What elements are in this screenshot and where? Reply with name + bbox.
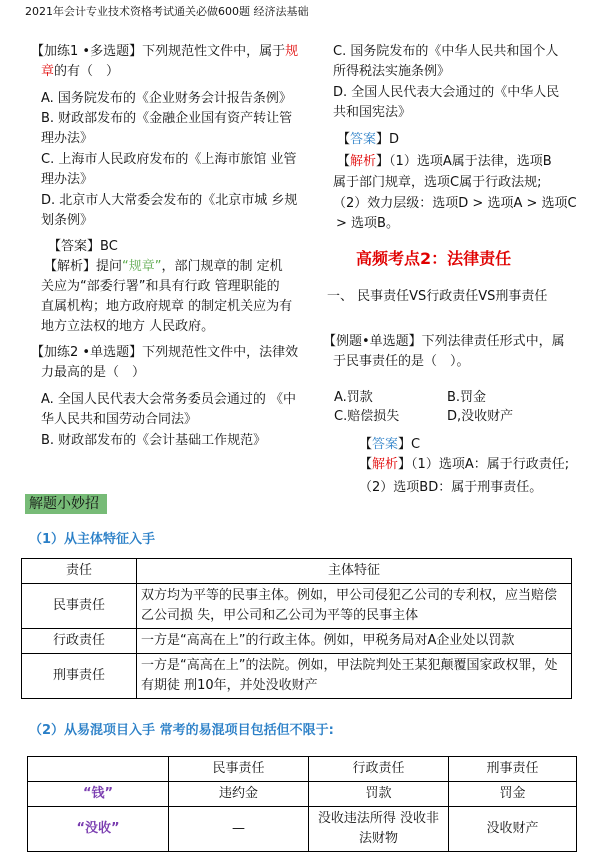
example-answer: 【答案】C: [359, 437, 421, 452]
q1-answer: 【答案】BC: [48, 239, 118, 254]
table-cell: “没收”: [28, 807, 169, 852]
q2-option: B. 财政部发布的《会计基础工作规范》: [41, 433, 267, 448]
method2-heading: （2）从易混项目入手 常考的易混项目包括但不限于:: [29, 723, 334, 738]
q2-analysis-line: 属于部门规章，选项C属于行政法规;: [333, 175, 542, 190]
analysis-label: 【解析】提问: [44, 259, 123, 274]
q1-analysis: [44, 257, 283, 277]
tips-label: 解题小妙招: [25, 494, 107, 514]
table-cell: 行政责任: [22, 629, 137, 654]
q1-analysis-line: 关应为“部委行署”和具有行政 管理职能的: [41, 279, 280, 294]
example-stem-cont: 于民事责任的是（ ）。: [333, 354, 470, 369]
q1-option: 理办法》: [41, 131, 94, 146]
table-cell: 罚金: [449, 782, 577, 807]
table-header: 刑事责任: [449, 757, 577, 782]
analysis-text: （1）选项A属于法律，选项B: [389, 154, 552, 169]
example-stem: 【例题•单选题】下列法律责任形式中，属: [323, 334, 565, 349]
q2-analysis-line: > 选项B。: [336, 216, 399, 231]
q1-option: 理办法》: [41, 172, 94, 187]
q1-analysis-line: 直属机构；地方政府规章 的制定机关应为有: [41, 299, 293, 314]
example-analysis-line: （2）选项BD：属于刑事责任。: [359, 480, 543, 495]
table-cell: —: [169, 807, 309, 852]
analysis-text: ，部门规章的制 定机: [161, 259, 283, 274]
q1-stem: [31, 42, 298, 62]
example-option-a: A.罚款: [334, 390, 373, 405]
answer-value: D: [389, 132, 400, 147]
q2-option: C. 国务院发布的《中华人民共和国个人: [333, 44, 559, 59]
answer-value: C: [411, 437, 421, 452]
q2-analysis: 【解析】（1）选项A属于法律，选项B: [337, 154, 552, 169]
q1-stem-cont: [41, 62, 119, 82]
q2-answer: 【答案】D: [337, 132, 400, 147]
table-cell: 民事责任: [22, 584, 137, 629]
q2-analysis-line: （2）效力层级：选项D > 选项A > 选项C: [333, 196, 577, 211]
q1-option: A. 国务院发布的《企业财务会计报告条例》: [41, 91, 292, 106]
table-row: [22, 584, 572, 629]
q1-text: 【加练1 •多选题】下列规范性文件中，属于: [31, 44, 286, 59]
example-option-b: B.罚金: [447, 390, 487, 405]
table-cell: “钱”: [28, 782, 169, 807]
analysis-quote: “规章”: [122, 259, 162, 274]
table-cell: 一方是“高高在上”的行政主体。例如，甲税务局对A企业处以罚款: [137, 629, 572, 654]
method1-heading: （1）从主体特征入手: [29, 532, 156, 547]
q1-highlight: 规: [285, 44, 299, 59]
table-header-row: [22, 559, 572, 584]
table-cell: 刑事责任: [22, 654, 137, 699]
q2-stem: 【加练2 •单选题】下列规范性文件中，法律效: [31, 345, 299, 360]
q2-option: A. 全国人民代表大会常务委员会通过的 《中: [41, 392, 297, 407]
table-row: [22, 629, 572, 654]
answer-label: 答案: [372, 437, 399, 452]
analysis-text: （1）选项A：属于行政责任;: [411, 457, 570, 472]
q1-option: C. 上海市人民政府发布的《上海市旅馆 业管: [41, 152, 297, 167]
q1-text: 的有（ ）: [54, 64, 120, 79]
table-header: [28, 757, 169, 782]
table-header: 行政责任: [309, 757, 449, 782]
q1-option: D. 北京市人大常委会发布的《北京市城 乡规: [41, 193, 298, 208]
confusable-items-table: [27, 756, 577, 852]
table-header: 民事责任: [169, 757, 309, 782]
analysis-label: 解析: [350, 154, 377, 169]
table-cell: 双方均为平等的民事主体。例如，甲公司侵犯乙公司的专利权，应当赔偿乙公司损 失，甲公司和乙公司为平等的民事主体: [137, 584, 572, 629]
table-row: [28, 807, 577, 852]
table-header-row: [28, 757, 577, 782]
q2-option: 华人民共和国劳动合同法》: [41, 412, 198, 427]
analysis-label: 解析: [372, 457, 399, 472]
table-cell: 罚款: [309, 782, 449, 807]
example-option-c: C.赔偿损失: [334, 409, 400, 424]
table-cell: 一方是“高高在上”的法院。例如，甲法院判处王某犯颠覆国家政权罪，处有期徒 刑10年，并处没收财产: [137, 654, 572, 699]
table-header: 主体特征: [137, 559, 572, 584]
example-option-d: D,没收财产: [447, 409, 514, 424]
table-cell: 没收财产: [449, 807, 577, 852]
subject-feature-table: [21, 558, 572, 699]
q2-option: 共和国宪法》: [333, 105, 412, 120]
q1-highlight: 章: [41, 64, 55, 79]
q1-option: B. 财政部发布的《金融企业国有资产转让管: [41, 111, 293, 126]
table-row: [22, 654, 572, 699]
q1-option: 划条例》: [41, 213, 94, 228]
q1-analysis-line: 地方立法权的地方 人民政府。: [41, 319, 215, 334]
q2-option: 所得税法实施条例》: [333, 64, 451, 79]
section-title: 高频考点2：法律责任: [356, 249, 512, 268]
example-analysis: 【解析】（1）选项A：属于行政责任;: [359, 457, 570, 472]
table-row: [28, 782, 577, 807]
table-cell: 没收违法所得 没收非法财物: [309, 807, 449, 852]
table-cell: 违约金: [169, 782, 309, 807]
answer-label: 答案: [350, 132, 377, 147]
subsection-heading: 一、 民事责任VS行政责任VS刑事责任: [327, 289, 548, 304]
q2-stem-cont: 力最高的是（ ）: [41, 365, 146, 380]
table-header: 责任: [22, 559, 137, 584]
page-header: 2021年会计专业技术资格考试通关必做600题 经济法基础: [25, 5, 309, 18]
q2-option: D. 全国人民代表大会通过的《中华人民: [333, 85, 560, 100]
